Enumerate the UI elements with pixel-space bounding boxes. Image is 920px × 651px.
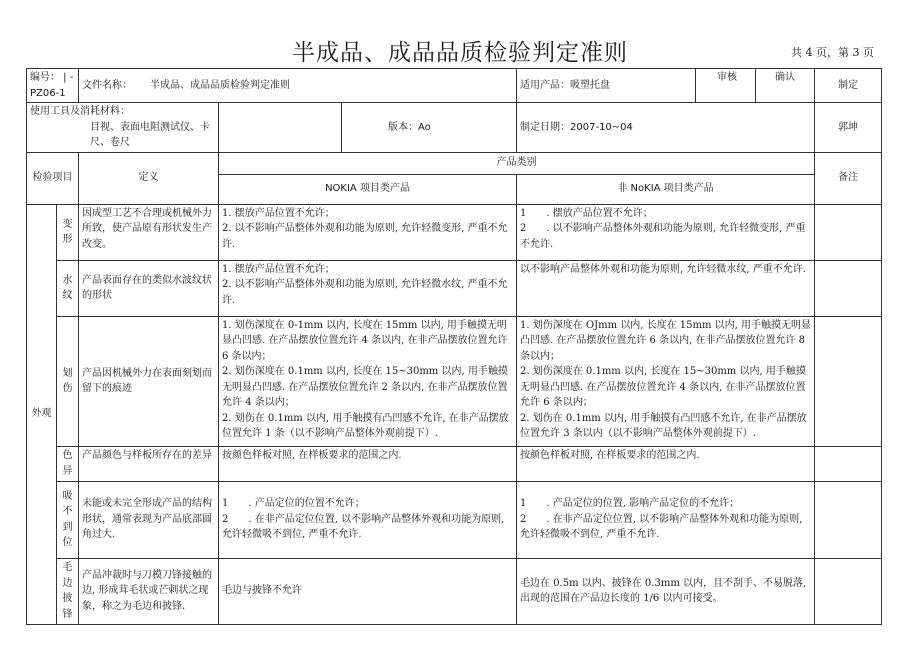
non-nokia-line: 2. 划伤在 0.1mm 以内, 用手触摸有凸凹感不允许, 在非产品摆放位置允许 3 条以内（以不影响产品整体外观前提下）. <box>520 412 807 439</box>
nokia-line: 2. 以不影响产品整体外观和功能为原则, 允许轻微水纹, 严重不允许. <box>222 279 508 306</box>
product-cell <box>517 69 815 103</box>
nokia-line: 1. 摆放产品位置不允许； <box>222 207 335 219</box>
appearance-group-label: 外观 <box>27 204 57 624</box>
nokia-line: 1. 划伤深度在 0-1mm 以内, 长度在 15mm 以内, 用手触摸无明显凸凹感. 在产品摆放位置允许 4 条以内, 在非产品摆放位置允许 6 条以内； <box>222 319 508 362</box>
remark-cell <box>815 260 882 316</box>
non-nokia-color-difference <box>517 446 815 481</box>
doc-number-label: 编号： <box>30 72 60 83</box>
confirm-label: 确认 <box>775 72 796 83</box>
file-name-cell <box>79 69 517 103</box>
non-nokia-incomplete-forming <box>517 481 815 558</box>
non-nokia-scratch <box>517 316 815 446</box>
file-name-label: 文件名称： <box>82 79 133 91</box>
review-label: 审核 <box>717 72 738 83</box>
definition-incomplete-forming: 未能或未完全形成产品的结构形状，通常表现为产品底部圆角过大. <box>79 481 219 558</box>
tools-value: 目视、表面电阻测试仪、卡尺、卷尺 <box>90 121 210 148</box>
definition-burr: 产品冲裁时与刀模刀锋接触的边, 形成茸毛状或芒刺状之现象，称之为毛边和披锋. <box>79 558 219 624</box>
non-nokia-water-mark <box>517 260 815 316</box>
definition-water-mark: 产品表面存在的类似水波纹状的形状 <box>79 260 219 316</box>
version-cell <box>219 103 517 153</box>
non-nokia-line: 毛边在 0.5m 以内、披锋在 0.3mm 以内，且不刮手、不易脱落, 出现的范围在产品边长度的 1/6 以内可接受。 <box>520 577 807 604</box>
criteria-table <box>26 68 882 625</box>
file-name: 半成品、成品品质检验判定准则 <box>150 79 291 91</box>
row-name-color-difference: 色异 <box>57 446 79 481</box>
definition-scratch: 产品因机械外力在表面刻划而留下的痕迹 <box>79 316 219 446</box>
non-nokia-line: 2. 划伤深度在 0.1mm 以内, 长度在 15~30mm 以内, 用手触摸无明显凸凹感. 在产品摆放位置允许 4 条以内, 在非产品摆放位置允许 6 条以内； <box>520 366 806 408</box>
remark-cell <box>815 558 882 624</box>
version-label: 版本： <box>388 121 419 133</box>
doc-number-cell: 编号： | -PZ06-1 <box>27 69 79 103</box>
non-nokia-line: 按颜色样板对照, 在样板要求的范围之内. <box>520 449 700 461</box>
date-label: 制定日期： <box>520 121 571 133</box>
row-name-burr: 毛边披锋 <box>57 558 79 624</box>
non-nokia-deformation <box>517 204 815 260</box>
nokia-line: 毛边与披锋不允许 <box>222 585 303 597</box>
nokia-line: 1. 摆放产品位置不允许； <box>222 263 335 275</box>
nokia-incomplete-forming <box>219 481 517 558</box>
nokia-line: 2. 以不影响产品整体外观和功能为原则, 允许轻微变形, 严重不允许. <box>222 223 508 250</box>
date-cell <box>517 103 815 153</box>
non-nokia-line: 以不影响产品整体外观和功能为原则, 允许轻微水纹, 严重不允许. <box>520 263 806 275</box>
non-nokia-line: 2 . 在非产品定位位置, 以不影响产品整体外观和功能为原则, 允许轻微吸不到位, 严重不允许. <box>520 513 803 541</box>
remark-cell <box>815 481 882 558</box>
nokia-line: 2. 划伤在 0.1mm 以内, 用手触摸有凸凹感不允许, 在非产品摆放位置允许 1 条（以不影响产品整体外观前提下）. <box>222 412 509 439</box>
maker-name: 郭坤 <box>815 103 882 153</box>
document-title: 半成品、成品品质检验判定准则 <box>292 40 628 66</box>
remark-header: 备注 <box>815 152 882 204</box>
row-name-water-mark: 水纹 <box>57 260 79 316</box>
nokia-color-difference <box>219 446 517 481</box>
non-nokia-header: 非 NoKIA 项目类产品 <box>517 174 815 204</box>
made-label: 制定 <box>815 69 882 103</box>
product-label: 适用产品： <box>520 79 571 91</box>
nokia-line: 2. 划伤深度在 0.1mm 以内, 长度在 15~30mm 以内, 用手触摸无明显凸凹感. 在产品摆放位置允许 2 条以内, 在非产品摆放位置允许 4 条以内； <box>222 366 508 408</box>
category-header: 产品类别 <box>219 152 815 174</box>
nokia-deformation <box>219 204 517 260</box>
non-nokia-burr <box>517 558 815 624</box>
non-nokia-line: 1 . 产品定位的位置, 影响产品定位的不允许； <box>520 498 740 510</box>
version-value: Ao <box>418 121 431 133</box>
row-name-scratch: 划伤 <box>57 316 79 446</box>
remark-cell <box>815 316 882 446</box>
doc-number: -PZ06-1 <box>30 72 74 99</box>
row-name-deformation: 变形 <box>57 204 79 260</box>
nokia-line: 1 . 产品定位的位置不允许； <box>222 498 365 510</box>
remark-cell <box>815 204 882 260</box>
item-header: 检验项目 <box>27 152 79 204</box>
nokia-burr <box>219 558 517 624</box>
product-name: 吸塑托盘 <box>570 79 611 91</box>
row-name-incomplete-forming: 吸不到位 <box>57 481 79 558</box>
page-count: 共 4 页，第 3 页 <box>791 46 874 59</box>
tools-label: 使用工具及消耗材料： <box>30 106 130 117</box>
non-nokia-line: 1. 划伤深度在 OJmm 以内, 长度在 15mm 以内, 用手触摸无明显凸凹感. 在产品摆放位置允许 6 条以内, 在非产品摆放位置允许 8 条以内； <box>520 319 812 362</box>
nokia-line: 2 . 在非产品定位位置, 以不影响产品整体外观和功能为原则, 允许轻微吸不到位, 严重不允许. <box>222 513 505 541</box>
non-nokia-line: 1 . 摆放产品位置不允许； <box>520 207 653 219</box>
nokia-water-mark <box>219 260 517 316</box>
date-value: 2007-10~04 <box>570 121 633 133</box>
non-nokia-line: 2 . 以不影响产品整体外观和功能为原则, 允许轻微变形, 严重不允许. <box>520 223 806 250</box>
nokia-header: NOKIA 项目类产品 <box>219 174 517 204</box>
tools-cell <box>27 103 219 153</box>
definition-header: 定义 <box>79 152 219 204</box>
definition-color-difference: 产品颜色与样板所存在的差异 <box>79 446 219 481</box>
nokia-line: 按颜色样板对照, 在样板要求的范围之内. <box>222 449 402 461</box>
nokia-scratch <box>219 316 517 446</box>
definition-deformation: 因成型工艺不合理或机械外力所致，使产品原有形状发生产改变。 <box>79 204 219 260</box>
remark-cell <box>815 446 882 481</box>
